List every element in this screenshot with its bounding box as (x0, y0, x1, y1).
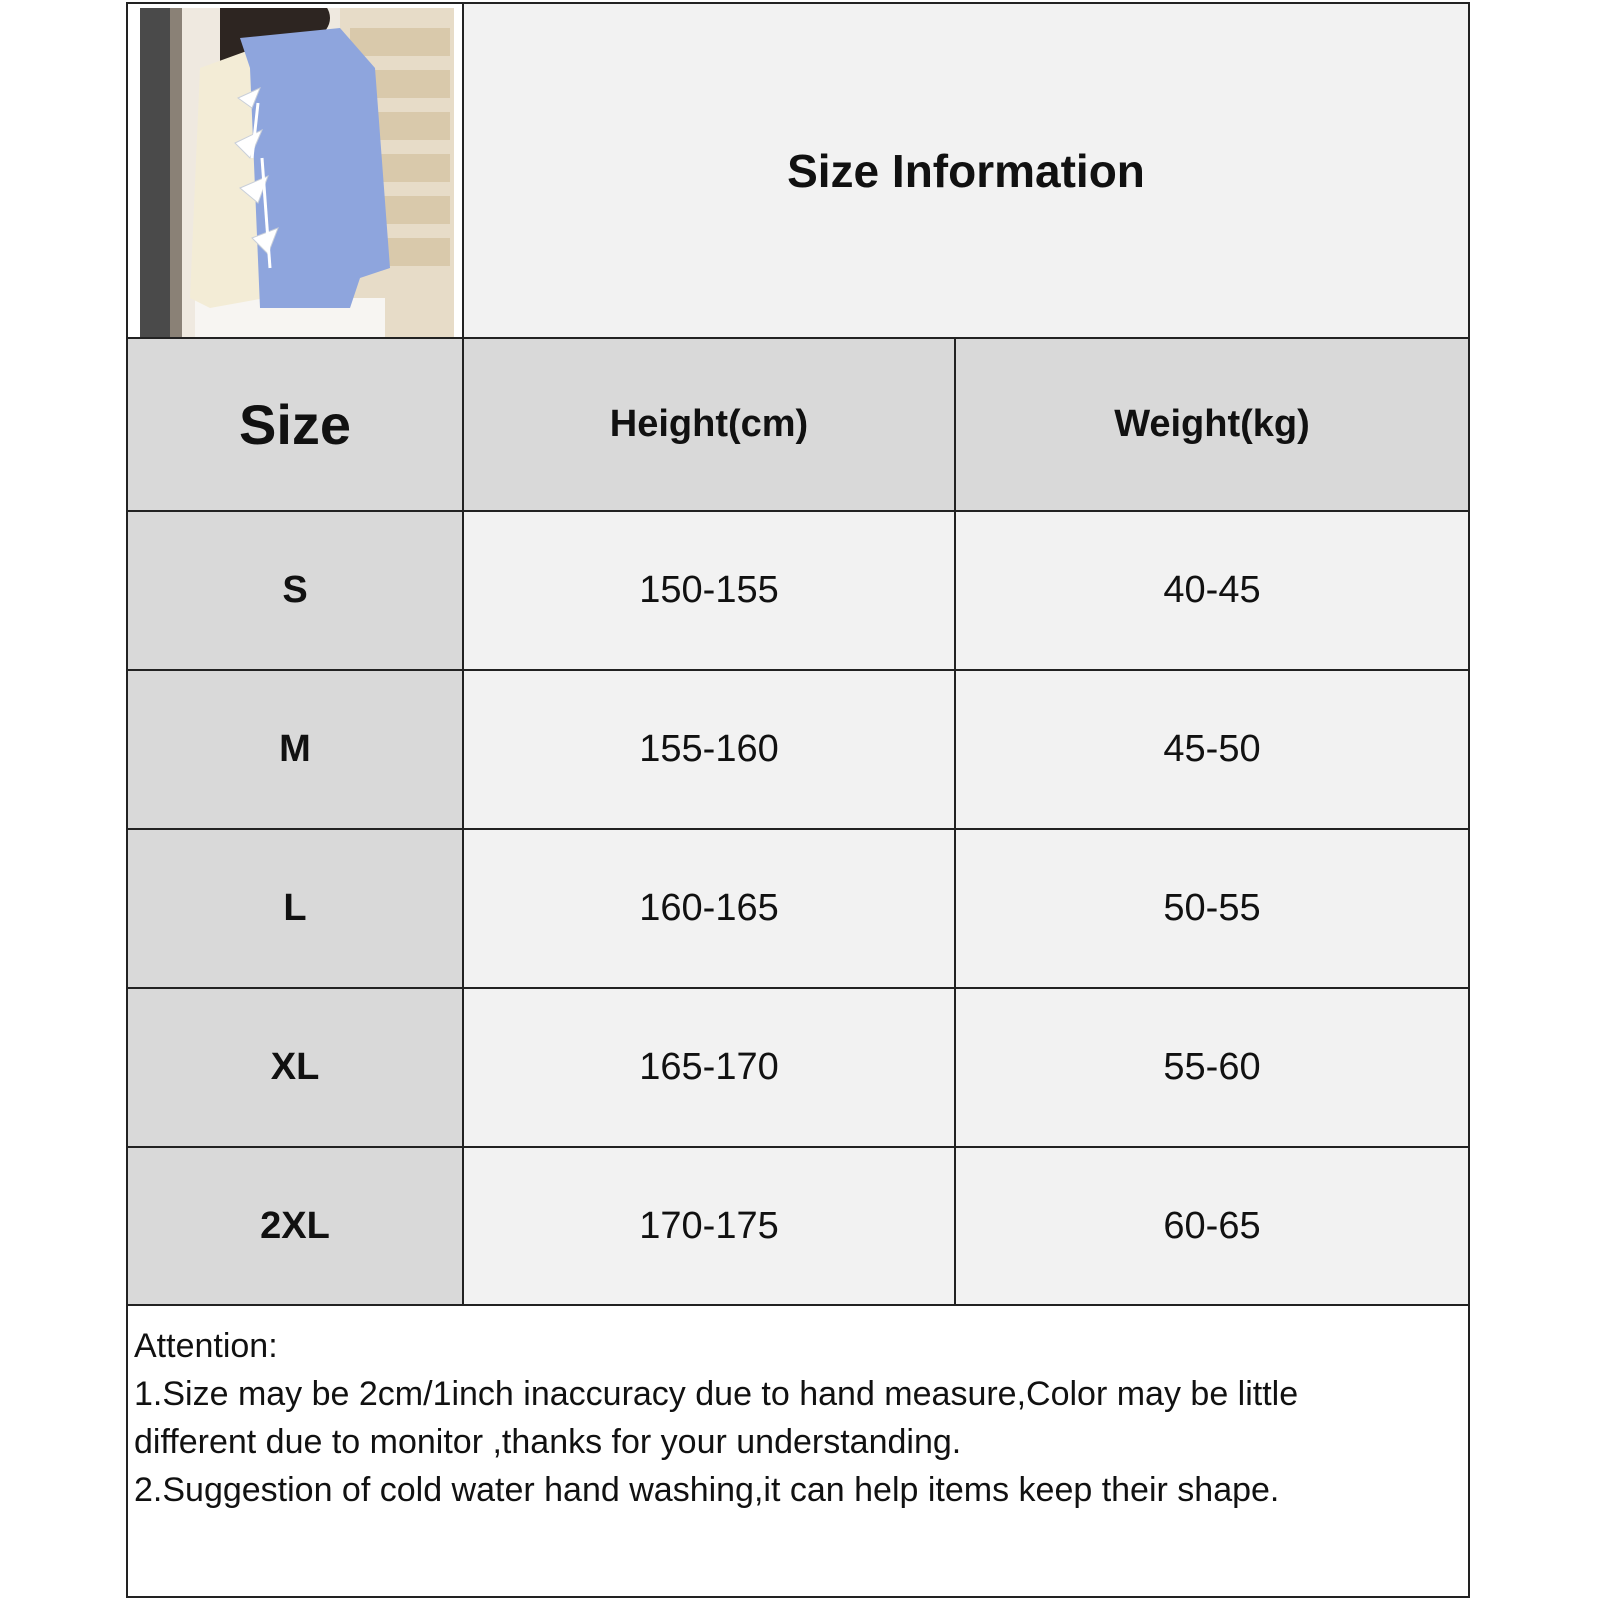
page-title: Size Information (787, 144, 1145, 197)
table-row-height-cell (464, 989, 954, 1146)
weight-value: 60-65 (1163, 1204, 1261, 1247)
notes-line-3: 2.Suggestion of cold water hand washing,it can help items keep their shape. (134, 1471, 1280, 1509)
weight-value: 45-50 (1163, 728, 1261, 770)
grid-line (462, 4, 464, 1306)
grid-line (128, 828, 1468, 830)
grid-line (128, 1146, 1468, 1148)
attention-notes (134, 1322, 1454, 1514)
height-value: 150-155 (639, 569, 779, 611)
grid-line (954, 339, 956, 1306)
height-value: 160-165 (639, 887, 779, 929)
table-row-weight-cell (956, 989, 1468, 1146)
table-row-weight-cell (956, 512, 1468, 669)
table-row-height-cell (464, 512, 954, 669)
table-row-weight-cell (956, 830, 1468, 987)
grid-line (128, 337, 1468, 339)
weight-value: 40-45 (1163, 569, 1261, 611)
notes-heading: Attention: (134, 1327, 278, 1365)
weight-value: 55-60 (1163, 1046, 1261, 1088)
table-row-height-cell (464, 671, 954, 828)
table-row-weight-cell (956, 671, 1468, 828)
title-cell (464, 4, 1468, 337)
table-row-size-cell (128, 1148, 462, 1304)
table-row-size-cell (128, 512, 462, 669)
size-chart-sheet (126, 2, 1470, 1598)
table-row-height-cell (464, 1148, 954, 1304)
grid-line (128, 1304, 1468, 1306)
height-value: 165-170 (639, 1046, 779, 1088)
table-row-size-cell (128, 671, 462, 828)
header-weight: Weight(kg) (1114, 403, 1310, 445)
height-value: 170-175 (639, 1204, 779, 1247)
notes-line-1: 1.Size may be 2cm/1inch inaccuracy due to hand measure,Color may be little (134, 1375, 1299, 1413)
grid-line (128, 987, 1468, 989)
table-row-size-cell (128, 989, 462, 1146)
size-label: XL (270, 1046, 320, 1088)
size-label: S (282, 569, 308, 611)
weight-value: 50-55 (1163, 887, 1261, 929)
table-row-height-cell (464, 830, 954, 987)
grid-line (128, 510, 1468, 512)
header-height: Height(cm) (609, 403, 809, 445)
height-value: 155-160 (639, 728, 779, 770)
size-label: L (283, 887, 307, 929)
table-row-weight-cell (956, 1148, 1468, 1304)
header-weight-cell (956, 339, 1468, 510)
product-photo (140, 8, 454, 338)
notes-line-2: different due to monitor ,thanks for your understanding. (134, 1423, 962, 1461)
table-row-size-cell (128, 830, 462, 987)
header-size-cell (128, 339, 462, 510)
header-height-cell (464, 339, 954, 510)
grid-line (128, 669, 1468, 671)
size-label: M (279, 728, 311, 770)
size-label: 2XL (260, 1204, 330, 1247)
header-size: Size (238, 393, 352, 456)
